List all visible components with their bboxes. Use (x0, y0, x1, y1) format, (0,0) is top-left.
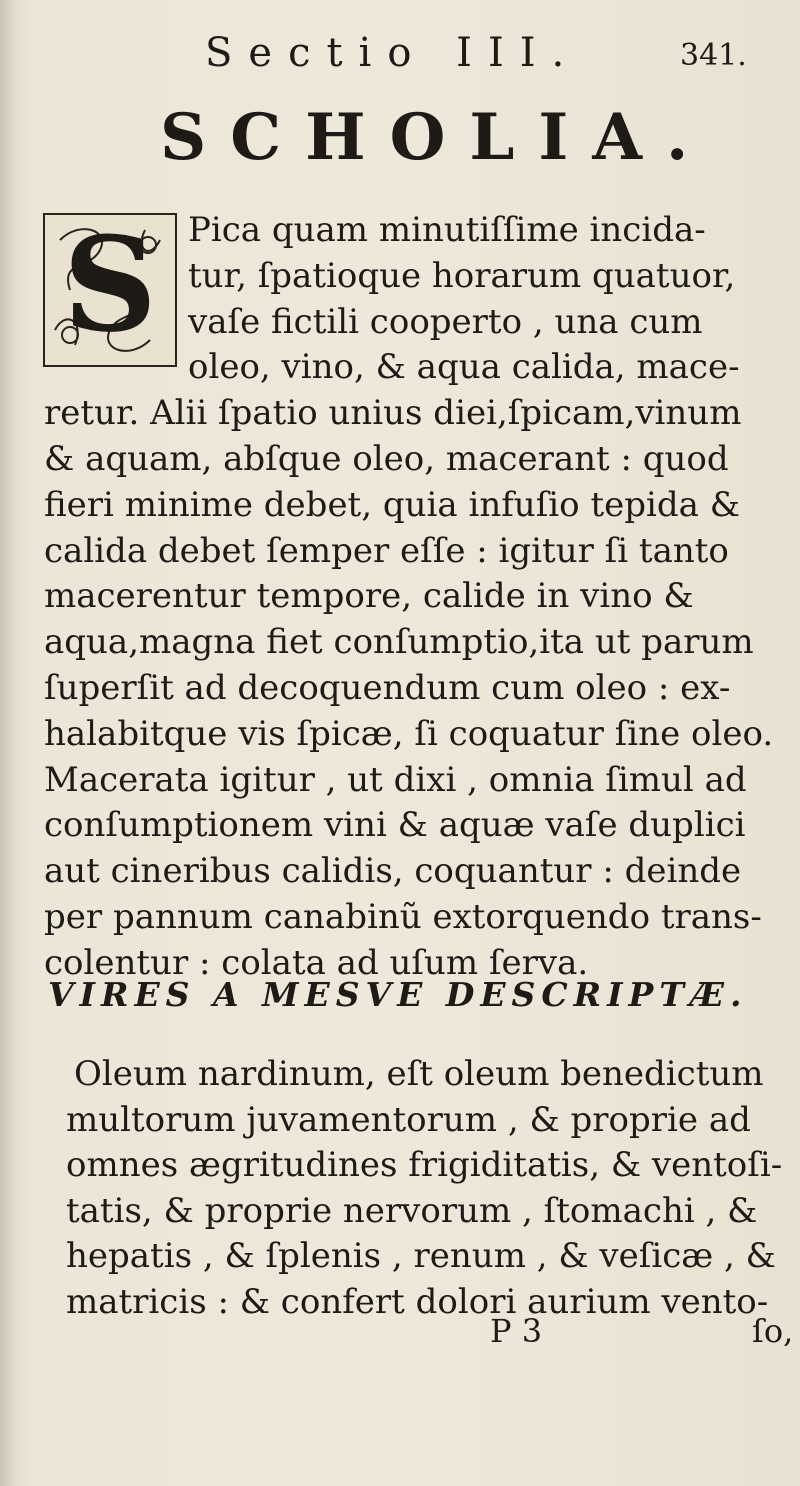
vires-heading: VIRES A MESVE DESCRIPTÆ. (48, 975, 748, 1014)
text-line: vaſe fictili cooperto , una cum (188, 301, 703, 342)
text-line: conſumptionem vini & aquæ vaſe duplici (44, 805, 746, 846)
vires-text (66, 1052, 786, 1325)
text-line: & aquam, abſque oleo, macerant : quod (44, 438, 729, 479)
text-line: fieri minime debet, quia infuſio tepida & (44, 484, 740, 525)
section-label: Sectio III. (205, 30, 581, 76)
text-line: hepatis , & ſplenis , renum , & veſicæ , & (66, 1236, 776, 1276)
text-line: per pannum canabinũ extorquendo trans- (44, 896, 762, 937)
text-line: matricis : & confert dolori aurium vento- (66, 1281, 769, 1322)
running-head (195, 30, 755, 80)
text-line: tatis, & proprie nervorum , ſtomachi , & (66, 1190, 758, 1231)
text-line: multorum juvamentorum , & proprie ad (66, 1099, 751, 1140)
text-line: ſuperſit ad decoquendum cum oleo : ex- (44, 667, 731, 708)
catchword: ſo, (752, 1312, 794, 1350)
svg-text:S: S (63, 210, 157, 361)
text-line: aut cineribus calidis, coquantur : deinde (44, 851, 742, 892)
page-number: 341. (680, 38, 747, 73)
signature-mark: P 3 (490, 1312, 543, 1350)
scholia-text (44, 208, 774, 987)
text-line: Pica quam minutiſſime incida- (188, 210, 706, 250)
text-line: Oleum nardinum, eſt oleum benedictum (74, 1054, 764, 1094)
text-line: retur. Alii ſpatio unius diei,ſpicam,vinum (44, 393, 742, 434)
scholia-title: SCHOLIA. (160, 100, 713, 175)
text-line: omnes ægritudines frigiditatis, & ventoſi- (66, 1145, 783, 1185)
text-line: colentur : colata ad uſum ſerva. (44, 942, 589, 983)
page-footer (490, 1312, 794, 1352)
text-line: calida debet ſemper eſſe : igitur ſi tanto (44, 530, 729, 571)
text-line: Macerata igitur , ut dixi , omnia ſimul ad (44, 759, 747, 800)
text-line: tur, ſpatioque horarum quatuor, (188, 255, 736, 296)
text-line: macerentur tempore, calide in vino & (44, 576, 694, 617)
text-line: oleo, vino, & aqua calida, mace- (188, 347, 740, 388)
text-line: aqua,magna fiet conſumptio,ita ut parum (44, 622, 754, 663)
text-line: halabitque vis ſpicæ, ſi coquatur ſine oleo. (44, 713, 774, 754)
page-binding-edge (0, 0, 14, 1486)
